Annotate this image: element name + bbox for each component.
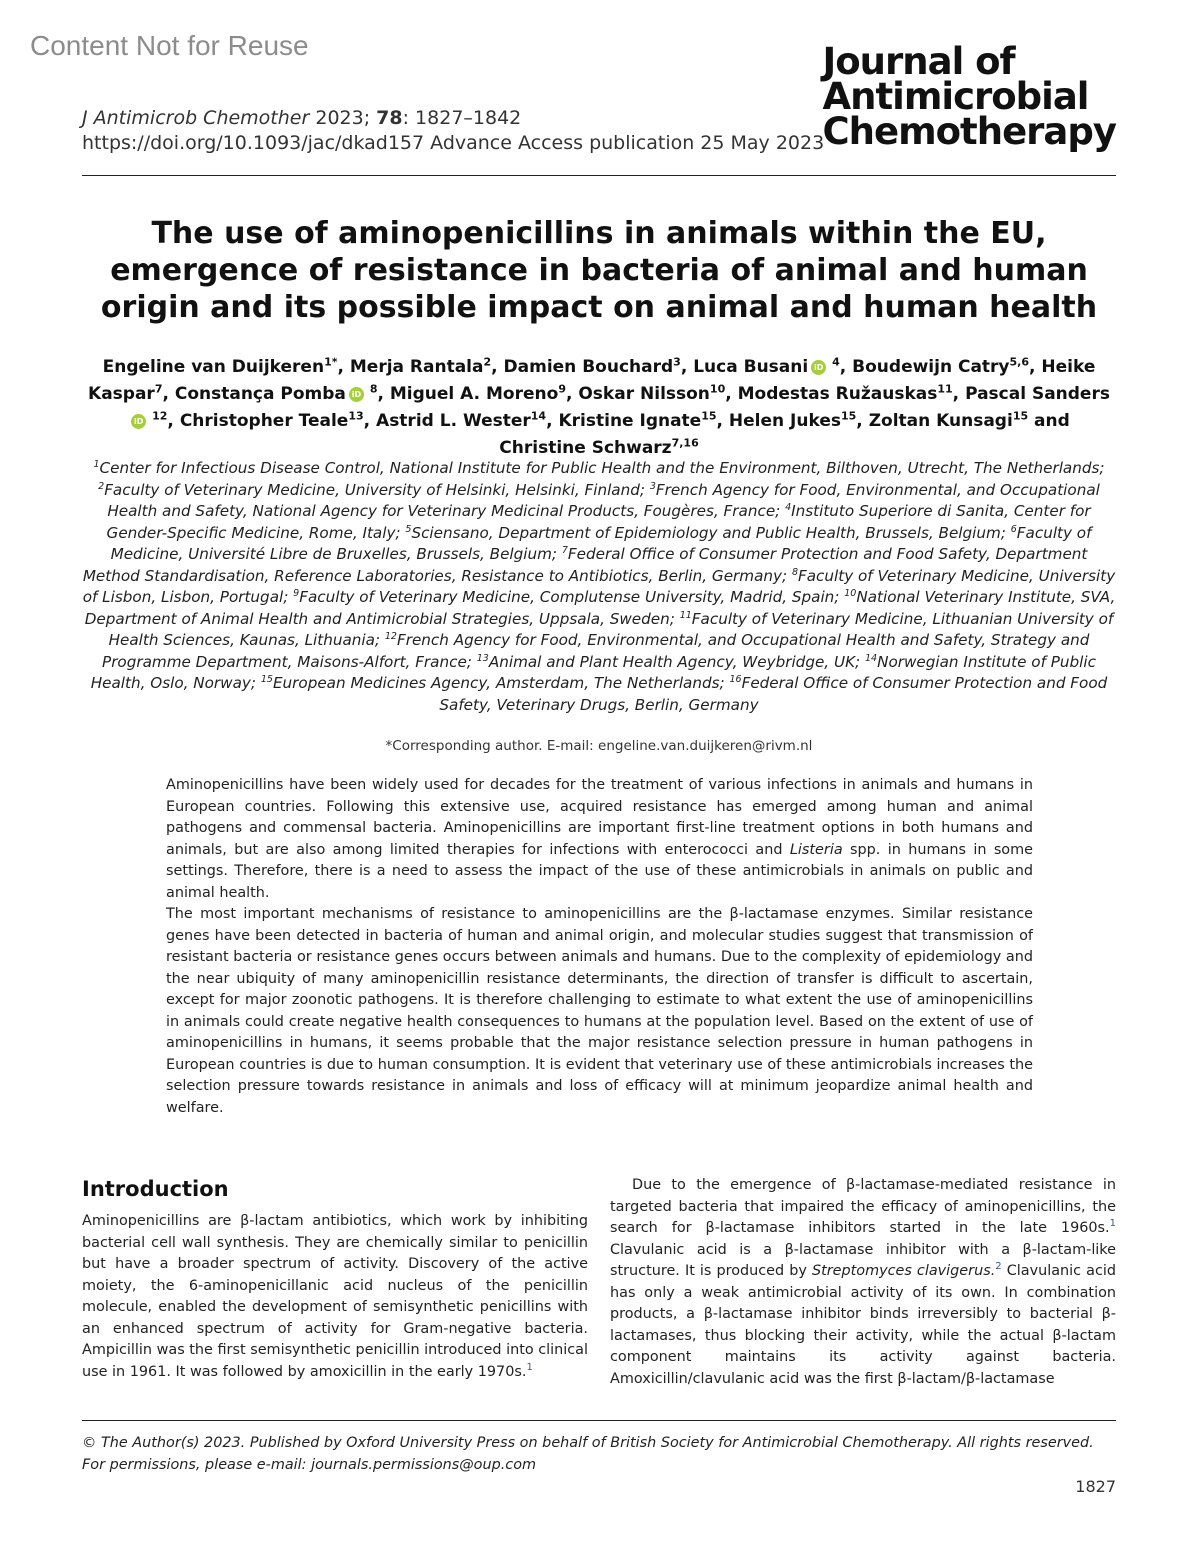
author-separator: , xyxy=(162,384,175,404)
author: Pascal Sanders xyxy=(965,384,1110,404)
affiliation-number: 16 xyxy=(729,673,742,685)
author: Merja Rantala xyxy=(349,357,484,377)
affiliation-number: 7 xyxy=(561,544,568,556)
affiliation-text: Center for Infectious Disease Control, National Institute for Public Health and the Environment, Bilthoven, Utrecht, The Netherlands; xyxy=(99,459,1105,477)
author-affiliation-number: 12 xyxy=(152,409,168,423)
doi-line[interactable]: https://doi.org/10.1093/jac/dkad157 Advance Access publication 25 May 2023 xyxy=(82,132,825,154)
affiliation-text: Instituto Superiore di Sanita, Center for Gender-Specific Medicine, Rome, Italy; xyxy=(106,502,1091,542)
author: Boudewijn Catry xyxy=(852,357,1010,377)
affiliation-number: 8 xyxy=(791,566,798,578)
logo-line: Chemotherapy xyxy=(822,110,1116,153)
affiliation-text: Sciensano, Department of Epidemiology and Public Health, Brussels, Belgium; xyxy=(411,523,1011,542)
citation-year: 2023; xyxy=(309,107,377,129)
author-separator: and xyxy=(1028,411,1070,431)
affiliation-text: Federal Office of Consumer Protection and Food Safety, Veterinary Drugs, Berlin, Germany xyxy=(439,674,1108,714)
author-separator: , xyxy=(546,411,559,431)
author-affiliation-number: 15 xyxy=(701,409,717,423)
author-affiliation-number: 2 xyxy=(483,355,492,369)
abstract-paragraph: Aminopenicillins have been widely used for decades for the treatment of various infections in animals and humans in European countries. Following this extensive use, acquired resistance has emerged among human and animal pathogens and commensal bacteria. Aminopenicillins are important first-line treatment options in both humans and animals, but are also among limited therapies for infections with enterococci and Listeria spp. in humans in some settings. Therefore, there is a need to assess the impact of the use of these antimicrobials in animals on public and animal health. xyxy=(166,777,1033,901)
author-separator: , xyxy=(167,411,180,431)
page-number: 1827 xyxy=(1075,1477,1116,1496)
citation-pages: : 1827–1842 xyxy=(402,107,522,129)
author-affiliation-number: 15 xyxy=(1012,409,1029,423)
reference-link[interactable]: 2 xyxy=(995,1261,1002,1273)
affiliation-text: Faculty of Veterinary Medicine, University of Helsinki, Helsinki, Finland; xyxy=(104,480,650,499)
affiliation-number: 9 xyxy=(293,587,300,599)
corresponding-author: *Corresponding author. E-mail: engeline.van.duijkeren@rivm.nl xyxy=(385,738,813,754)
orcid-icon[interactable]: iD xyxy=(811,360,826,375)
abstract xyxy=(166,775,1033,1119)
copyright-notice: © The Author(s) 2023. Published by Oxford University Press on behalf of British Society for Antimicrobial Chemotherapy. All rights reserved. For permissions, please e-mail: journals.permissions@oup.com xyxy=(82,1435,1094,1473)
author-affiliation-number: 5,6 xyxy=(1009,355,1030,369)
affiliation-text: Animal and Plant Health Agency, Weybridge, UK; xyxy=(488,652,865,671)
author-separator: , xyxy=(716,411,729,431)
author-separator: , xyxy=(952,384,966,404)
author: Luca Busani xyxy=(693,357,809,377)
author: Christine Schwarz xyxy=(499,438,672,458)
author: Zoltan Kunsagi xyxy=(868,411,1013,431)
watermark: Content Not for Reuse xyxy=(30,30,309,61)
article-title: The use of aminopenicillins in animals within the EU, emergence of resistance in bacteria of animal and human origin and its possible impact on animal and human health xyxy=(100,216,1098,325)
affiliation-number: 11 xyxy=(679,609,692,621)
author-separator: , xyxy=(337,357,350,377)
author: Helen Jukes xyxy=(728,411,841,431)
body-paragraph: Aminopenicillins are β-lactam antibiotics, which work by inhibiting bacterial cell wall synthesis. They are chemically similar to penicillin but have a broader spectrum of activity. Discovery of the active moiety, the 6-aminopenicillanic acid nucleus of the penicillin molecule, enabled the development of semisynthetic penicillins with an enhanced spectrum of activity for Gram-negative bacteria. Ampicillin was the first semisynthetic penicillin introduced into clinical use in 1961. It was followed by amoxicillin in the early 1970s.$^1$ xyxy=(82,1213,588,1380)
journal-abbrev: J Antimicrob Chemother xyxy=(82,107,310,129)
author: Oskar Nilsson xyxy=(578,384,710,404)
author-separator: , xyxy=(725,384,738,404)
author: Constança Pomba xyxy=(174,384,346,404)
affiliation-number: 6 xyxy=(1010,523,1017,535)
citation-line xyxy=(82,106,824,131)
author: Heike Kaspar xyxy=(88,357,1096,404)
author: Miguel A. Moreno xyxy=(389,384,559,404)
citation-volume: 78 xyxy=(376,107,403,129)
author-separator: , xyxy=(680,357,694,377)
author-affiliation-number: 7 xyxy=(154,382,163,396)
author-list xyxy=(82,354,1116,462)
affiliation-number: 4 xyxy=(785,501,792,513)
author-separator: , xyxy=(491,357,504,377)
author: Kristine Ignate xyxy=(558,411,702,431)
affiliation-text: Federal Office of Consumer Protection and Food Safety, Department Method Standardisation, Reference Laboratories, Resistance to Antibiotics, Berlin, Germany; xyxy=(82,545,1088,585)
author: Astrid L. Wester xyxy=(376,411,531,431)
affiliation-text: National Veterinary Institute, SVA, Department of Animal Health and Antimicrobial Strategies, Uppsala, Sweden; xyxy=(84,588,1116,628)
author-affiliation-number: 7,16 xyxy=(671,436,699,450)
author-separator: , xyxy=(377,384,390,404)
affiliation-number: 3 xyxy=(649,480,656,492)
affiliation-number: 10 xyxy=(844,587,857,599)
author-affiliation-number: 15 xyxy=(840,409,857,423)
affiliation-list xyxy=(82,458,1116,716)
author-affiliation-number: 10 xyxy=(709,382,726,396)
affiliation-number: 15 xyxy=(260,673,273,685)
orcid-icon[interactable]: iD xyxy=(131,414,146,429)
affiliation-number: 5 xyxy=(405,523,412,535)
author-affiliation-number: 8 xyxy=(369,382,378,396)
affiliation-text: French Agency for Food, Environmental, and Occupational Health and Safety, National Agency for Veterinary Medicinal Products, Fougères, France; xyxy=(107,480,1100,520)
author-affiliation-number: 9 xyxy=(558,382,566,396)
author-separator: , xyxy=(856,411,869,431)
author-separator: , xyxy=(1029,357,1042,377)
orcid-icon[interactable]: iD xyxy=(349,387,364,402)
affiliation-text: Faculty of Veterinary Medicine, Lithuanian University of Health Sciences, Kaunas, Lithuania; xyxy=(108,609,1114,649)
affiliation-number: 12 xyxy=(384,630,397,642)
citation-block xyxy=(82,106,824,156)
author-separator: , xyxy=(363,411,377,431)
affiliation-number: 1 xyxy=(93,458,100,470)
author-affiliation-number: 3 xyxy=(673,355,681,369)
author: Engeline van Duijkeren xyxy=(102,357,325,377)
body-paragraph: Due to the emergence of β-lactamase-mediated resistance in targeted bacteria that impaired the efficacy of aminopenicillins, the search for β-lactamase inhibitors started in the late 1960s.$^1$ Clavulanic acid is a β-lactamase inhibitor with a β-lactam-like structure. It is produced by Streptomyces clavigerus.$^2$ Clavulanic acid has only a weak antimicrobial activity of its own. In combination products, a β-lactamase inhibitor binds irreversibly to bacterial β-lactamases, thus blocking their activity, while the actual β-lactam component maintains its activity against bacteria. Amoxicillin/clavulanic acid was the first β-lactam/β-lactamase xyxy=(610,1177,1116,1387)
author: Modestas Ružauskas xyxy=(737,384,938,404)
author-affiliation-number: 11 xyxy=(937,382,953,396)
left-column xyxy=(82,1172,588,1383)
author-separator: , xyxy=(565,384,579,404)
reference-link[interactable]: 1 xyxy=(526,1361,533,1373)
affiliation-number: 2 xyxy=(98,480,105,492)
author: Damien Bouchard xyxy=(503,357,674,377)
author-affiliation-number: 4 xyxy=(832,355,840,369)
affiliation-number: 13 xyxy=(476,652,489,664)
affiliation-text: European Medicines Agency, Amsterdam, The Netherlands; xyxy=(272,674,730,692)
author-affiliation-number: 13 xyxy=(348,409,364,423)
affiliation-text: French Agency for Food, Environmental, and Occupational Health and Safety, Strategy and Programme Department, Maisons-Alfort, France; xyxy=(102,631,1090,671)
affiliation-number: 14 xyxy=(865,652,878,664)
affiliation-text: Norwegian Institute of Public Health, Oslo, Norway; xyxy=(90,652,1096,692)
section-heading-introduction: Introduction xyxy=(82,1177,229,1201)
right-column xyxy=(610,1175,1116,1390)
logo-line: Antimicrobial xyxy=(822,75,1089,118)
author-affiliation-number: 1* xyxy=(324,355,338,369)
author: Christopher Teale xyxy=(179,411,349,431)
journal-logo xyxy=(822,40,1116,153)
header-rule xyxy=(82,175,1116,176)
author-affiliation-number: 14 xyxy=(530,409,547,423)
affiliation-text: Faculty of Veterinary Medicine, Complutense University, Madrid, Spain; xyxy=(299,588,845,606)
abstract-paragraph: The most important mechanisms of resistance to aminopenicillins are the β-lactamase enzymes. Similar resistance genes have been detected in bacteria of human and animal origin, and molecular studies suggest that transmission of resistant bacteria or resistance genes occurs between animals and humans. Due to the complexity of epidemiology and the near ubiquity of many aminopenicillin resistance determinants, the direction of transfer is difficult to ascertain, except for major zoonotic pathogens. It is therefore challenging to estimate to what extent the use of aminopenicillins in animals could create negative health consequences to humans at the population level. Based on the extent of use of aminopenicillins in humans, it seems probable that the major resistance selection pressure in human pathogens in European countries is due to human consumption. It is evident that veterinary use of these antimicrobials increases the selection pressure towards resistance in animals and loss of efficacy will at minimum jeopardize animal health and welfare. xyxy=(166,906,1033,1116)
logo-line: Journal of xyxy=(822,40,1015,83)
footer-rule xyxy=(82,1420,1116,1421)
affiliation-text: Faculty of Medicine, Université Libre de Bruxelles, Brussels, Belgium; xyxy=(110,523,1092,563)
author-separator: , xyxy=(839,357,853,377)
affiliation-text: Faculty of Veterinary Medicine, University of Lisbon, Lisbon, Portugal; xyxy=(82,566,1116,606)
reference-link[interactable]: 1 xyxy=(1109,1218,1116,1230)
